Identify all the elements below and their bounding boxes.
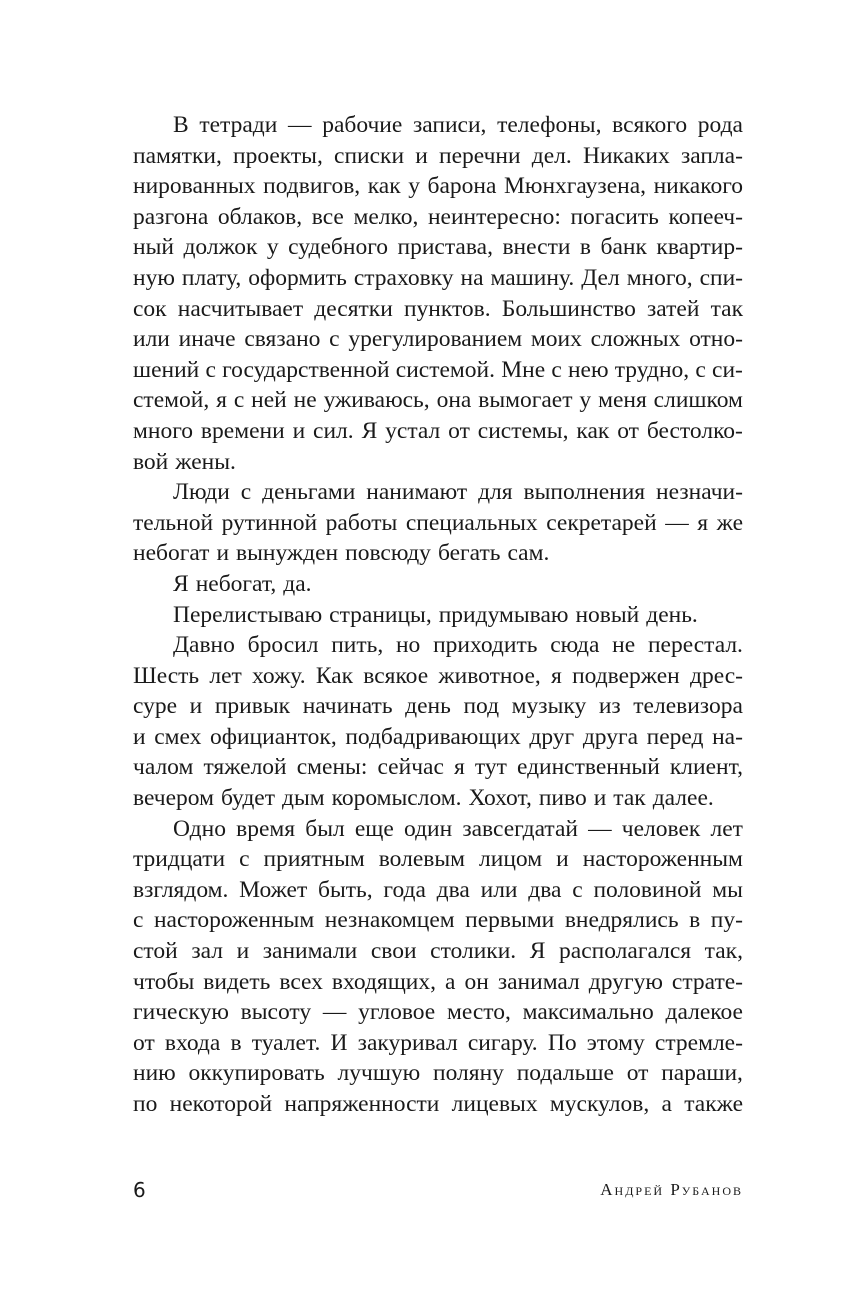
text-line: по некоторой напряженности лицевых мускулов, а также (133, 1091, 743, 1117)
text-line: стемой, я с ней не уживаюсь, она вымогает у меня слишком (133, 387, 743, 414)
text-line: взглядом. Может быть, года два или два с половиной мы (133, 876, 743, 903)
text-line: чалом тяжелой смены: сейчас я тут единственный клиент, (133, 754, 743, 781)
text-line: с настороженным незнакомцем первыми внедрялись в пу- (133, 907, 743, 934)
text-line: В тетради — рабочие записи, телефоны, всякого рода (173, 112, 743, 138)
text-line: Одно время был еще один завсегдатай — человек лет (173, 815, 743, 842)
text-line: Шесть лет хожу. Как всякое животное, я подвержен дрес- (133, 662, 743, 689)
text-line: гическую высоту — угловое место, максимально далекое (133, 999, 743, 1026)
text-line: небогат и вынужден повсюду бегать сам. (133, 540, 550, 567)
text-line: Люди с деньгами нанимают для выполнения незначи- (173, 479, 743, 506)
text-line: от входа в туалет. И закуривал сигару. По этому стремле- (133, 1029, 743, 1056)
running-footer-author: Андрей Рубанов (600, 1180, 743, 1199)
page-number: 6 (133, 1178, 146, 1202)
text-line: ную плату, оформить страховку на машину. Дел много, спи- (133, 264, 743, 291)
text-line: шений с государственной системой. Мне с нею трудно, с си- (133, 356, 743, 383)
text-line: нию оккупировать лучшую поляну подальше от параши, (133, 1060, 743, 1087)
body-text (133, 110, 743, 1120)
text-line: нированных подвигов, как у барона Мюнхгаузена, никакого (133, 173, 743, 200)
text-line: памятки, проекты, списки и перечни дел. Никаких запла- (133, 142, 743, 169)
text-line: разгона облаков, все мелко, неинтересно: погасить копееч- (133, 203, 743, 230)
text-line: и смех официанток, подбадривающих друг друга перед на- (133, 723, 743, 750)
text-line: чтобы видеть всех входящих, а он занимал другую страте- (133, 968, 743, 995)
text-line: ный должок у судебного пристава, внести в банк квартир- (133, 234, 743, 261)
text-line: суре и привык начинать день под музыку из телевизора (133, 693, 743, 720)
text-line: вечером будет дым коромыслом. Хохот, пиво и так далее. (133, 785, 714, 812)
text-line: много времени и сил. Я устал от системы, как от бестолко- (133, 417, 743, 444)
text-line: стой зал и занимали свои столики. Я располагался так, (133, 938, 743, 965)
text-line: вой жены. (133, 448, 236, 475)
text-line: или иначе связано с урегулированием моих сложных отно- (133, 326, 743, 353)
text-line: Перелистываю страницы, придумываю новый день. (173, 601, 698, 628)
text-line: Давно бросил пить, но приходить сюда не перестал. (173, 632, 743, 659)
text-line: Я небогат, да. (173, 570, 312, 597)
text-line: сок насчитывает десятки пунктов. Большинство затей так (133, 295, 743, 322)
text-line: тридцати с приятным волевым лицом и настороженным (133, 846, 743, 873)
text-line: тельной рутинной работы специальных секретарей — я же (133, 509, 743, 536)
